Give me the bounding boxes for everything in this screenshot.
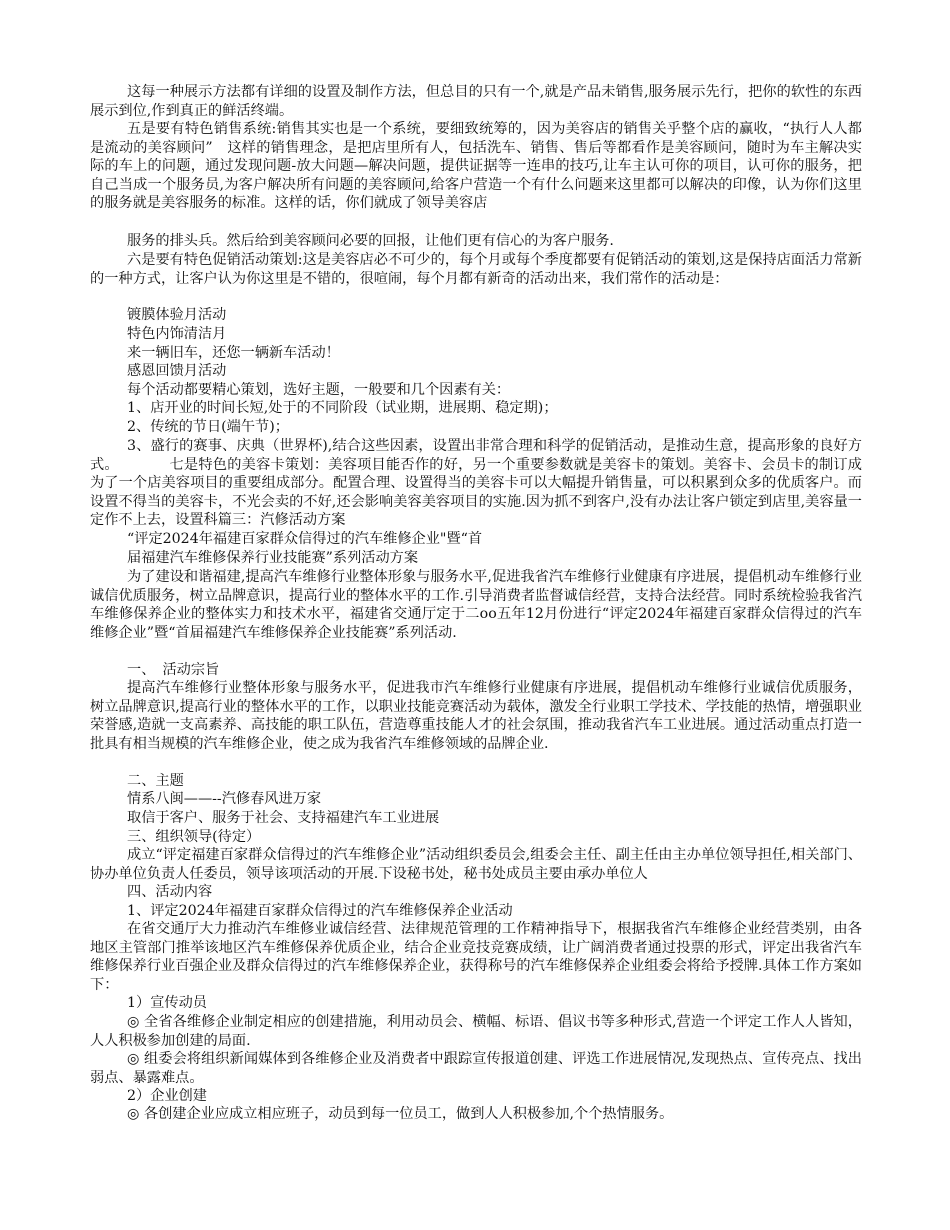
list-item-interior-cleaning: 特色内饰清洁月 [127,326,227,342]
theme-line-1: 情系八闽——--汽修春风进万家 [127,791,322,807]
paragraph-enterprise-creation: ◎ 各创建企业应成立相应班子，动员到每一位员工，做到人人积极参加,个个热情服务。 [127,1106,674,1122]
paragraph-activity-factors: 每个活动都要精心策划，选好主题，一般要和几个因素有关： [127,382,511,398]
subheading-evaluation-activity: 1、评定2024年福建百家群众信得过的汽车维修保养企业活动 [127,903,513,919]
list-item-old-car-new-car: 来一辆旧车，还您一辆新车活动！ [127,345,340,361]
paragraph-purpose: 提高汽车维修行业整体形象与服务水平，促进我市汽车维修行业健康有序进展，提倡机动车维修行业诚信优质服务，树立品牌意识,提高行业的整体水平的工作，以职业技能竞赛活动为载体，激发全行业职工学技术、学技能的热情，增强职业荣誉感,造就一支高素养、高技能的职工队伍，营造尊重技能人才的社会氛围，推动我省汽车工业进展。通过活动重点打造一批具有相当规模的汽车维修企业，使之成为我省汽车维修领域的品牌企业. [90,680,862,752]
paragraph-media-coverage: ◎ 组委会将组织新闻媒体到各维修企业及消费者中跟踪宣传报道创建、评选工作进展情况,发现热点、宣传亮点、找出弱点、暴露难点。 [90,1051,862,1086]
paragraph-product-display: 这每一种展示方法都有详细的设置及制作方法，但总目的只有一个,就是产品未销售,服务展示先行，把你的软性的东西展示到位,作到真正的鲜活终端。 [90,84,862,119]
paragraph-factor-3-beauty-card: 3、盛行的赛事、庆典（世界杯),结合这些因素，设置出非常合理和科学的促销活动，是推动生意，提高形象的良好方式。 七是特色的美容卡策划：美容项目能否作的好，另一个重要参数就是美容卡的策划。美容卡、会员卡的制订成为了一个店美容项目的重要组成部分。配置合理、设置得当的美容卡可以大幅提升销售量，可以积累到众多的优质客户。而设置不得当的美容卡，不光会卖的不好,还会影响美容美容项目的实施.因为抓不到客户,没有办法让客户锁定到店里,美容量一定作不上去，设置科篇三：汽修活动方案 [90,438,862,529]
list-item-thanksgiving-month: 感恩回馈月活动 [127,363,227,379]
list-item-factor-2: 2、传统的节日(端午节)； [127,419,289,435]
heading-plan-title-line1: “评定2024年福建百家群众信得过的汽车维修企业"暨“首 [127,531,483,547]
paragraph-publicity-measures: ◎ 全省各维修企业制定相应的创建措施，利用动员会、横幅、标语、倡议书等多种形式,营造一个评定工作人人皆知，人人积极参加创建的局面. [90,1014,862,1049]
paragraph-service-vanguard: 服务的排头兵。然后给到美容顾问必要的回报，让他们更有信心的为客户服务. [127,233,614,249]
section-heading-organization: 三、组织领导(待定） [127,829,261,845]
paragraph-sales-system: 五是要有特色销售系统:销售其实也是一个系统，要细致统筹的，因为美容店的销售关乎整个店的赢收，“执行人人都是流动的美容顾问” 这样的销售理念，是把店里所有人，包括洗车、销售、售后等都看作是美容顾问，随时为车主解决实际的车上的问题，通过发现问题-放大问题—解决问题，提供证据等一连串的技巧,让车主认可你的项目，认可你的服务，把自己当成一个服务员,为客户解决所有问题的美容顾问,给客户营造一个有什么问题来这里都可以解决的印像，认为你们这里的服务就是美容服务的标准。这样的话，你们就成了领导美容店 [90,121,862,212]
list-item-factor-1: 1、店开业的时间长短,处于的不同阶段（试业期，进展期、稳定期)； [127,400,558,416]
subheading-enterprise-creation: 2）企业创建 [127,1088,207,1104]
section-heading-purpose: 一、 活动宗旨 [127,662,220,678]
subheading-publicity: 1）宣传动员 [127,995,207,1011]
list-item-coating-month: 镀膜体验月活动 [127,307,227,323]
paragraph-plan-background: 为了建设和谐福建,提高汽车维修行业整体形象与服务水平,促进我省汽车维修行业健康有序进展，提倡机动车维修行业诚信优质服务，树立品牌意识，提高行业的整体水平的工作.引导消费者监督诚信经营，支持合法经营。同时系统检验我省汽车维修保养企业的整体实力和技术水平，福建省交通厅定于二oo五年12月份进行“评定2024年福建百家群众信得过的汽车维修企业”暨“首届福建汽车维修保养企业技能赛”系列活动. [90,569,862,641]
theme-line-2: 取信于客户、服务于社会、支持福建汽车工业进展 [127,810,440,826]
paragraph-organization: 成立“评定福建百家群众信得过的汽车维修企业”活动组织委员会,组委会主任、副主任由主办单位领导担任,相关部门、协办单位负责人任委员，领导该项活动的开展.下设秘书处，秘书处成员主要由承办单位人 [90,847,862,882]
section-heading-content: 四、活动内容 [127,884,213,900]
section-heading-theme: 二、主题 [127,773,184,789]
paragraph-evaluation-activity: 在省交通厅大力推动汽车维修业诚信经营、法律规范管理的工作精神指导下，根据我省汽车维修企业经营类别，由各地区主管部门推举该地区汽车维修保养优质企业，结合企业竞技竞赛成绩，让广阔消费者通过投票的形式，评定出我省汽车维修保养行业百强企业及群众信得过的汽车维修保养企业，获得称号的汽车维修保养企业组委会将给予授牌.具体工作方案如下： [90,921,862,993]
heading-plan-title-line2: 届福建汽车维修保养行业技能赛”系列活动方案 [127,550,419,566]
paragraph-promotion-planning: 六是要有特色促销活动策划:这是美容店必不可少的，每个月或每个季度都要有促销活动的策划,这是保持店面活力常新的一种方式，让客户认为你这里是不错的，很喧闹，每个月都有新奇的活动出来，我们常作的活动是： [90,252,862,287]
